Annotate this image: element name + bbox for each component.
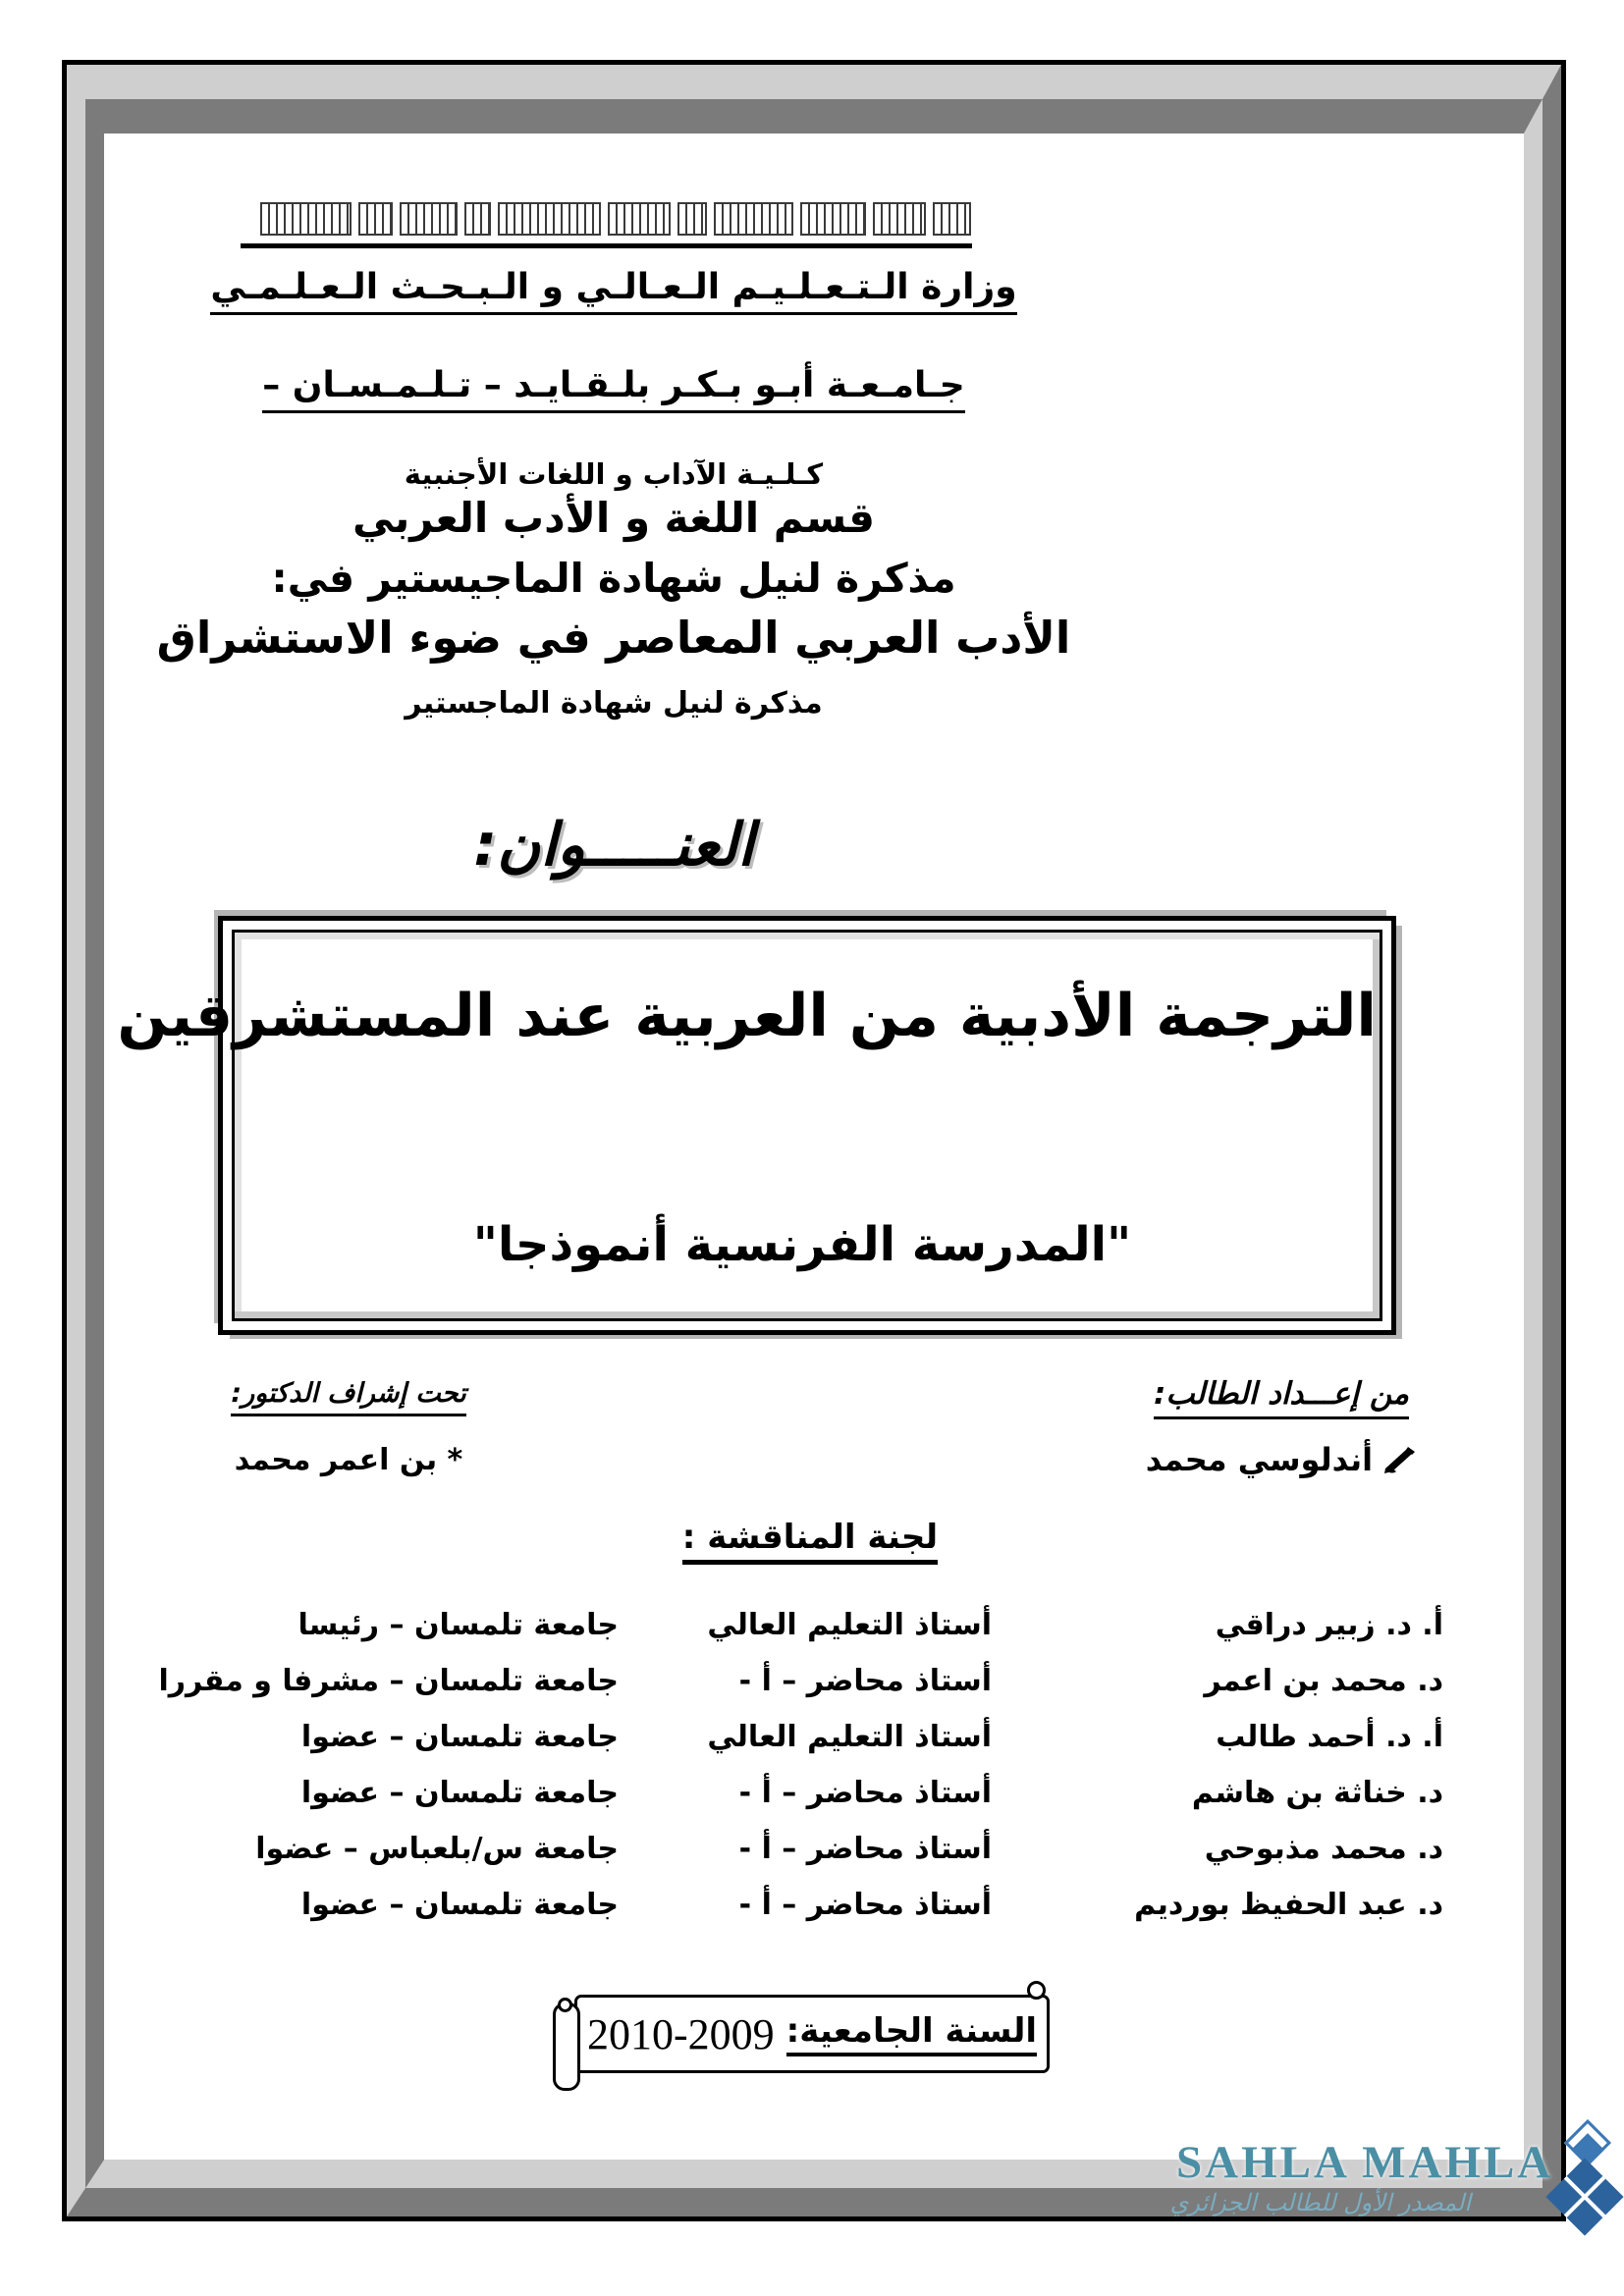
faculty-line: كـلـيـة الآداب و اللغات الأجنبية: [404, 457, 824, 491]
logo-diamond-large: [1545, 2158, 1623, 2235]
university-line: [108, 365, 1119, 413]
ministry-text: وزارة الـتـعـلـيـم الـعـالـي و الـبـحـث الـعـلـمـي: [210, 267, 1016, 315]
table-row: [147, 1602, 1443, 1658]
glyph-box: [498, 202, 601, 236]
university-text: جـامـعـة أبـو بـكـر بلـقـايـد – تـلـمـسـان –: [262, 365, 965, 413]
member-affiliation: جامعة تلمسان – عضوا: [300, 1888, 619, 1922]
prepared-by-label: [1119, 1376, 1443, 1419]
glyph-box: [873, 202, 927, 236]
member-rank: أستاذ محاضر – أ -: [738, 1776, 992, 1810]
table-row: [147, 1658, 1443, 1714]
member-name: أ. د. أحمد طالب: [1216, 1720, 1443, 1754]
year-scroll-roll: [553, 2002, 580, 2091]
year-label: السنة الجامعية:: [786, 2011, 1037, 2056]
year-banner: [574, 1995, 1050, 2073]
glyph-box: [677, 202, 706, 236]
table-row: [147, 1826, 1443, 1882]
member-name: د. خناثة بن هاشم: [1191, 1776, 1443, 1810]
committee-heading-text: لجنة المناقشة :: [682, 1518, 938, 1565]
thesis-title-sub: "المدرسة الفرنسية أنموذجا": [472, 1217, 1132, 1272]
specialty-line: الأدب العربي المعاصر في ضوء الاستشراق: [156, 612, 1071, 664]
member-affiliation: جامعة تلمسان – عضوا: [300, 1776, 619, 1810]
memo-line-2: مذكرة لنيل شهادة الماجستير: [405, 686, 823, 721]
member-rank: أستاذ محاضر – أ -: [738, 1888, 992, 1922]
table-row: [147, 1882, 1443, 1938]
glyph-box: [608, 202, 671, 236]
member-affiliation: جامعة تلمسان – رئيسا: [298, 1608, 619, 1642]
member-rank: أستاذ محاضر – أ -: [738, 1664, 992, 1698]
supervisor-name: * بن اعمر محمد: [234, 1443, 463, 1477]
member-name: د. عبد الحفيظ بورديم: [1134, 1888, 1443, 1922]
prepared-by-text: من إعـــداد الطالب:: [1154, 1376, 1409, 1419]
watermark-brand: SAHLA MAHLA: [1176, 2137, 1554, 2188]
table-row: [147, 1770, 1443, 1826]
student-name: أندلوسي محمد: [1145, 1441, 1374, 1478]
table-row: [147, 1714, 1443, 1770]
glyph-box: [464, 202, 491, 236]
memo-line: مذكرة لنيل شهادة الماجيستير في:: [271, 555, 956, 602]
committee-heading: [104, 1518, 1516, 1565]
glyph-box: [800, 202, 865, 236]
supervisor-text: تحت إشراف الدكتور:: [231, 1378, 465, 1416]
member-affiliation: جامعة تلمسان – مشرفا و مقررا: [158, 1664, 619, 1698]
decorative-glyph-bar: [260, 202, 971, 236]
ministry-line: [108, 267, 1119, 315]
student-line: [1119, 1441, 1443, 1478]
member-name: د. محمد مذبوحي: [1204, 1832, 1443, 1866]
member-rank: أستاذ محاضر – أ -: [738, 1832, 992, 1866]
title-label: العنـــــوان:: [473, 811, 754, 880]
committee-table: [147, 1602, 1443, 1938]
watermark-tagline: المصدر الأول للطالب الجزائري: [1169, 2189, 1471, 2216]
glyph-box: [933, 202, 971, 236]
member-name: أ. د. زبير دراقي: [1215, 1608, 1443, 1642]
year-scroll-curl: [1027, 1981, 1046, 2000]
member-rank: أستاذ التعليم العالي: [707, 1608, 992, 1642]
member-name: د. محمد بن اعمر: [1204, 1664, 1443, 1698]
glyph-box: [714, 202, 794, 236]
glyph-bar-underline: [241, 243, 972, 248]
thesis-title-main: الترجمة الأدبية من العربية عند المستشرقين: [117, 982, 1377, 1050]
supervisor-label: [228, 1378, 469, 1416]
department-line: قسم اللغة و الأدب العربي: [352, 494, 875, 542]
member-rank: أستاذ التعليم العالي: [707, 1720, 992, 1754]
glyph-box: [260, 202, 352, 236]
sahla-mahla-logo: [1549, 2118, 1624, 2246]
year-value: 2010-2009: [586, 2009, 775, 2058]
glyph-box: [400, 202, 457, 236]
writing-hand-icon: [1383, 1445, 1417, 1474]
member-affiliation: جامعة س/بلعباس – عضوا: [255, 1832, 619, 1866]
member-affiliation: جامعة تلمسان – عضوا: [300, 1720, 619, 1754]
logo-diamond-small: [1564, 2119, 1611, 2166]
glyph-box: [358, 202, 393, 236]
